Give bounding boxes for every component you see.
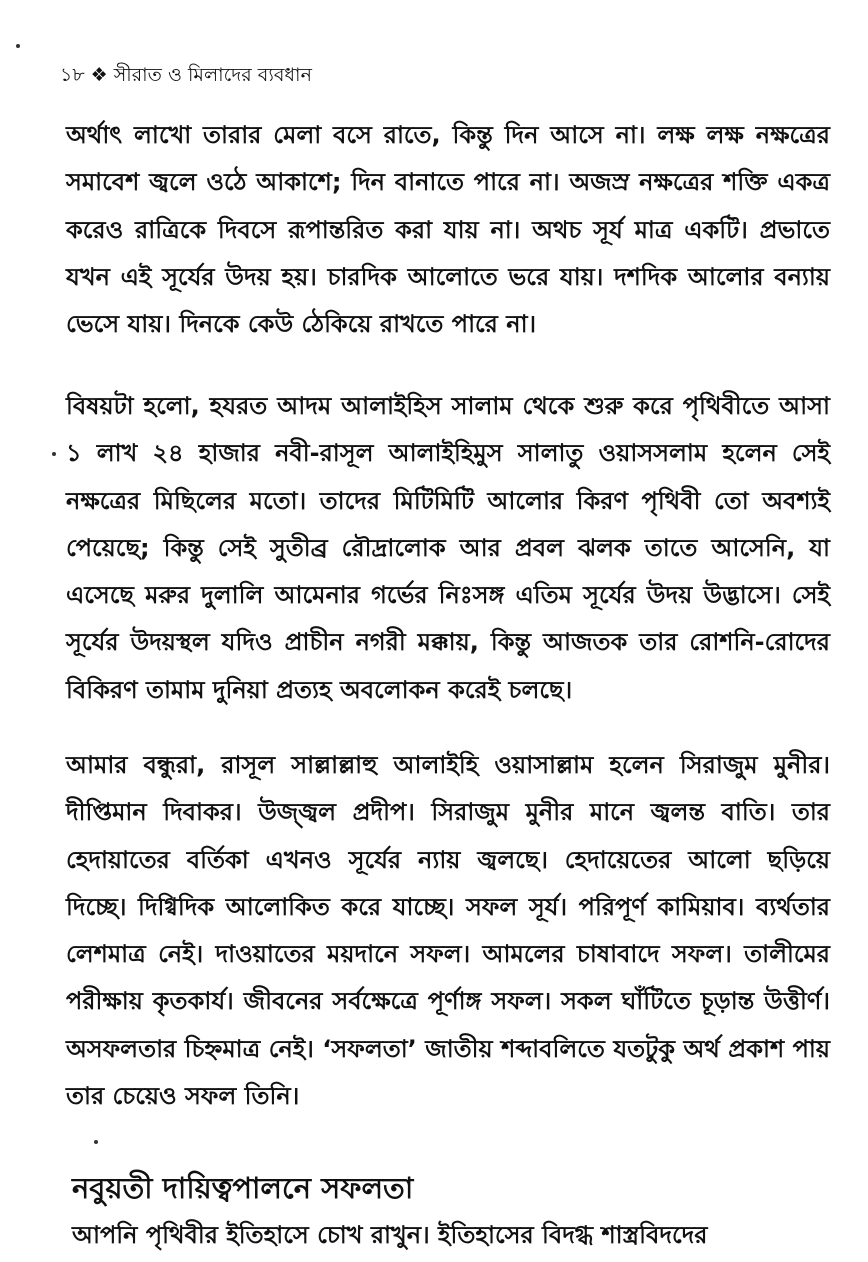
scan-speck [52,452,56,456]
paragraph-1: অর্থাৎ লাখো তারার মেলা বসে রাতে, কিন্তু দিন আসে না। লক্ষ লক্ষ নক্ষত্রের সমাবেশ জ্বলে ওঠে আকাশে; দিন বানাতে পারে না। অজস্র নক্ষত্রের শক্তি একত্র করেও রাত্রিকে দিবসে রূপান্তরিত করা যায় না। অথচ সূর্য মাত্র একটি। প্রভাতে যখন এই সূর্যের উদয় হয়। চারদিক আলোতে ভরে যায়। দশদিক আলোর বন্যায় ভেসে যায়। দিনকে কেউ ঠেকিয়ে রাখতে পারে না। [66,121,830,339]
paragraph-2: বিষয়টা হলো, হযরত আদম আলাইহিস সালাম থেকে শুরু করে পৃথিবীতে আসা ১ লাখ ২৪ হাজার নবী-রাসূল আলাইহিমুস সালাতু ওয়াসসলাম হলেন সেই নক্ষত্রের মিছিলের মতো। তাদের মিটিমিটি আলোর কিরণ পৃথিবী তো অবশ্যই পেয়েছে; কিন্তু সেই সুতীব্র রৌদ্রালোক আর প্রবল ঝলক তাতে আসেনি, যা এসেছে মরুর দুলালি আমেনার গর্ভের নিঃসঙ্গ এতিম সূর্যের উদয় উদ্ভাসে। সেই সূর্যের উদয়স্থল যদিও প্রাচীন নগরী মক্কায়, কিন্তু আজতক তার রোশনি-রোদের বিকিরণ তামাম দুনিয়া প্রত্যহ অবলোকন করেই চলছে। [66,392,830,704]
scan-speck [16,44,20,48]
paragraph-3: আমার বন্ধুরা, রাসূল সাল্লাল্লাহু আলাইহি ওয়াসাল্লাম হলেন সিরাজুম মুনীর। দীপ্তিমান দিবাকর। উজ্জ্বল প্রদীপ। সিরাজুম মুনীর মানে জ্বলন্ত বাতি। তার হেদায়াতের বর্তিকা এখনও সূর্যের ন্যায় জ্বলছে। হেদায়েতের আলো ছড়িয়ে দিচ্ছে। দিগ্বিদিক আলোকিত করে যাচ্ছে। সফল সূর্য। পরিপূর্ণ কামিয়াব। ব্যর্থতার লেশমাত্র নেই। দাওয়াতের ময়দানে সফল। আমলের চাষাবাদে সফল। তালীমের পরীক্ষায় কৃতকার্য। জীবনের সর্বক্ষেত্রে পূর্ণাঙ্গ সফল। সকল ঘাঁটিতে চূড়ান্ত উত্তীর্ণ। অসফলতার চিহ্নমাত্র নেই। ‘সফলতা’ জাতীয় শব্দাবলিতে যতটুকু অর্থ প্রকাশ পায় তার চেয়েও সফল তিনি। [66,751,830,1111]
section-heading: নবুয়তী দায়িত্বপালনে সফলতা [72,1171,414,1205]
header-separator-ornament: ❖ [90,64,108,86]
continuing-paragraph-line: আপনি পৃথিবীর ইতিহাসে চোখ রাখুন। ইতিহাসের বিদগ্ধ শাস্ত্রবিদদের [72,1221,708,1249]
scan-speck [94,1140,98,1144]
page-number: ১৮ [60,64,85,86]
book-title: সীরাত ও মিলাদের ব্যবধান [113,64,312,86]
running-header [60,62,312,88]
